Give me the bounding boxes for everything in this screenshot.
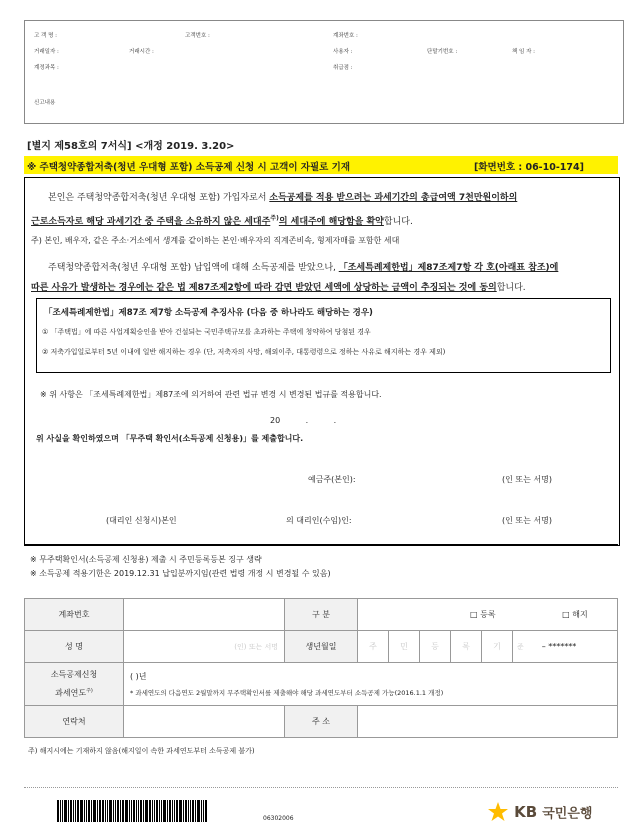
note-registration: ※ 무주택확인서(소득공제 신청용) 제출 시 주민등록등본 징구 생략 xyxy=(30,555,262,564)
barcode-bar xyxy=(190,800,191,822)
barcode-bar xyxy=(75,800,76,822)
barcode-bar xyxy=(120,800,121,822)
paragraph-2-line-2: 따른 사유가 발생하는 경우에는 같은 법 제87조제2항에 따라 감면 받았던 세액에 상당하는 금액이 추징되는 것에 동의합니다. xyxy=(31,283,526,293)
kb-logo: KB 국민은행 xyxy=(487,801,592,825)
txn-time-field: 거래시간 : xyxy=(129,49,154,55)
barcode-bar xyxy=(167,800,168,822)
footnote: 주) 해지시에는 기재하지 않음(해지일이 속한 과세연도부터 소득공제 불가) xyxy=(28,747,255,755)
barcode-number: 06302006 xyxy=(263,815,294,822)
barcode-bar xyxy=(73,800,74,822)
barcode-bar xyxy=(84,800,85,822)
barcode-bar xyxy=(197,800,200,822)
screen-number: [화면번호 : 06-10-174] xyxy=(474,162,584,173)
barcode-bar xyxy=(68,800,69,822)
barcode-bar xyxy=(152,800,153,822)
type-label: 구 분 xyxy=(285,599,358,631)
barcode-bar xyxy=(70,800,72,822)
barcode-bar xyxy=(122,800,124,822)
agent-label: (대리인 신청시)본인 xyxy=(106,516,177,525)
paragraph-1-line-1: 본인은 주택청약종합저축(청년 우대형 포함) 가입자로서 소득공제를 적용 받으려는 과세기간의 총급여액 7천만원이하의 xyxy=(48,193,518,203)
barcode-bar xyxy=(154,800,155,822)
barcode-bar xyxy=(172,800,173,822)
rrn-box[interactable]: 민 xyxy=(389,631,420,663)
banner-title: ※ 주택청약종합저축(청년 우대형 포함) 소득공제 신청 시 고객이 자필로 기재 xyxy=(27,162,350,173)
barcode-bar xyxy=(109,800,112,822)
barcode-bar xyxy=(57,800,59,822)
tax-year-note: * 과세연도의 다음연도 2월말까지 무주택확인서를 제출해야 해당 과세연도부터 소득공제 가능(2016.1.1 개정) xyxy=(130,689,444,697)
barcode-bar xyxy=(205,800,207,822)
barcode-bar xyxy=(183,800,184,822)
name-input[interactable]: (인) 또는 서명 xyxy=(124,631,285,663)
barcode-bar xyxy=(159,800,160,822)
barcode-bar xyxy=(195,800,196,822)
barcode-bar xyxy=(125,800,128,822)
barcode-bar xyxy=(174,800,175,822)
tax-year-cell xyxy=(124,663,618,706)
barcode-bar xyxy=(91,800,92,822)
barcode-bar xyxy=(188,800,189,822)
date-line[interactable]: 20 . . xyxy=(270,416,337,425)
barcode-bar xyxy=(138,800,139,822)
barcode-bar xyxy=(179,800,182,822)
barcode-bar xyxy=(192,800,194,822)
barcode-bar xyxy=(161,800,162,822)
terminal-field: 단말기번호 : xyxy=(427,49,458,55)
paragraph-1-line-2: 근로소득자로 해당 과세기간 중 주택을 소유하지 않은 세대주$^{주)}$의 세대주에 해당함을 확약합니다. xyxy=(31,215,413,227)
barcode-bar xyxy=(80,800,83,822)
address-label: 주 소 xyxy=(285,706,358,738)
rrn-box[interactable]: 록 xyxy=(451,631,482,663)
cut-line xyxy=(24,787,618,788)
agent-of-label: 의 대리인(수임)인: xyxy=(286,516,352,525)
divider xyxy=(24,544,618,545)
address-input[interactable] xyxy=(358,706,618,738)
application-table xyxy=(24,598,618,738)
barcode-bar xyxy=(145,800,148,822)
barcode-bar xyxy=(115,800,116,822)
paragraph-2-line-1: 주택청약종합저축(청년 우대형 포함) 납입액에 대해 소득공제를 받았으나, 「조세특례제한법」제87조제7항 각 호(아래표 참조)에 xyxy=(48,263,559,273)
name-label: 성 명 xyxy=(25,631,124,663)
barcode-bar xyxy=(97,800,98,822)
note-household: 주) 본인, 배우자, 같은 주소·거소에서 생계를 같이하는 본인·배우자의 직계존비속, 형제자매를 포함한 세대 xyxy=(31,236,400,245)
tax-year-label: 소득공제신청 과세연도$^{주)}$ xyxy=(25,663,124,706)
law-note: ※ 위 사항은 「조세특례제한법」제87조에 의거하여 관련 법규 변경 시 변경된 법규를 적용합니다. xyxy=(40,390,382,399)
barcode-bar xyxy=(107,800,108,822)
barcode-bar xyxy=(176,800,178,822)
barcode-bar xyxy=(102,800,104,822)
manager-field: 책 임 자 : xyxy=(512,49,536,55)
barcode-bar xyxy=(136,800,137,822)
recapture-reason-1: ① 「주택법」에 따른 사업계획승인을 받아 건설되는 국민주택규모를 초과하는 주택에 청약하여 당첨된 경우 xyxy=(42,328,371,336)
barcode-bar xyxy=(99,800,101,822)
barcode-bar xyxy=(131,800,132,822)
barcode-bar xyxy=(140,800,142,822)
barcode-bar xyxy=(185,800,187,822)
barcode-bar xyxy=(117,800,119,822)
barcode-bar xyxy=(149,800,151,822)
barcode-bar xyxy=(86,800,87,822)
barcode-bar xyxy=(143,800,144,822)
barcode xyxy=(57,800,208,822)
barcode-bar xyxy=(203,800,204,822)
barcode-bar xyxy=(129,800,130,822)
recapture-reason-2: ② 저축가입일로부터 5년 이내에 일반 해지하는 경우 (단, 저축자의 사망, 해외이주, 대통령령으로 정하는 사유로 해지하는 경우 제외) xyxy=(42,348,446,356)
customer-name-field: 고 객 명 : xyxy=(34,33,58,39)
contact-label: 연락처 xyxy=(25,706,124,738)
bank-info-box xyxy=(24,20,624,124)
rrn-tail: 준 – ******* xyxy=(513,631,618,663)
confirm-statement: 위 사실을 확인하였으며 「무주택 확인서(소득공제 신청용)」를 제출합니다. xyxy=(36,434,304,443)
barcode-bar xyxy=(156,800,158,822)
birth-label: 생년월일 xyxy=(285,631,358,663)
signature-hint-2[interactable]: (인 또는 서명) xyxy=(502,516,552,525)
rrn-box[interactable]: 기 xyxy=(482,631,513,663)
note-deadline: ※ 소득공제 적용기한은 2019.12.31 납입분까지임(관련 법령 개정 시 변경될 수 있음) xyxy=(30,569,331,578)
account-no-field: 계좌번호 : xyxy=(333,33,358,39)
user-field: 사용자 : xyxy=(333,49,353,55)
type-options xyxy=(358,599,618,631)
barcode-bar xyxy=(64,800,67,822)
rrn-box[interactable]: 주 xyxy=(358,631,389,663)
barcode-bar xyxy=(201,800,202,822)
handler-field: 취급점 : xyxy=(333,65,353,71)
account-label: 계좌번호 xyxy=(25,599,124,631)
contact-input[interactable] xyxy=(124,706,285,738)
customer-no-field: 고객번호 : xyxy=(185,33,210,39)
account-input[interactable] xyxy=(124,599,285,631)
barcode-bar xyxy=(105,800,106,822)
account-subject-field: 계정과목 : xyxy=(34,65,59,71)
register-checkbox[interactable]: □ 등록 xyxy=(470,610,496,619)
barcode-bar xyxy=(88,800,90,822)
year-input[interactable]: ( )년 xyxy=(130,672,147,681)
signature-hint-1[interactable]: (인 또는 서명) xyxy=(502,475,552,484)
barcode-bar xyxy=(62,800,63,822)
rrn-box[interactable]: 등 xyxy=(420,631,451,663)
barcode-bar xyxy=(77,800,79,822)
recapture-title: 「조세특례제한법」제87조 제7항 소득공제 추징사유 (다음 중 하나라도 해당하는 경우) xyxy=(44,308,373,318)
barcode-bar xyxy=(163,800,166,822)
barcode-bar xyxy=(169,800,171,822)
barcode-bar xyxy=(113,800,114,822)
barcode-bar xyxy=(60,800,61,822)
depositor-label: 예금주(본인): xyxy=(308,475,356,484)
cancel-checkbox[interactable]: □ 해지 xyxy=(562,610,588,619)
txn-date-field: 거래일자 : xyxy=(34,49,59,55)
barcode-bar xyxy=(93,800,96,822)
report-field: 신고내용 xyxy=(34,100,56,106)
kb-star-icon xyxy=(487,801,509,823)
form-reference: [별지 제58호의 7서식] <개정 2019. 3.20> xyxy=(27,141,235,152)
barcode-bar xyxy=(133,800,135,822)
